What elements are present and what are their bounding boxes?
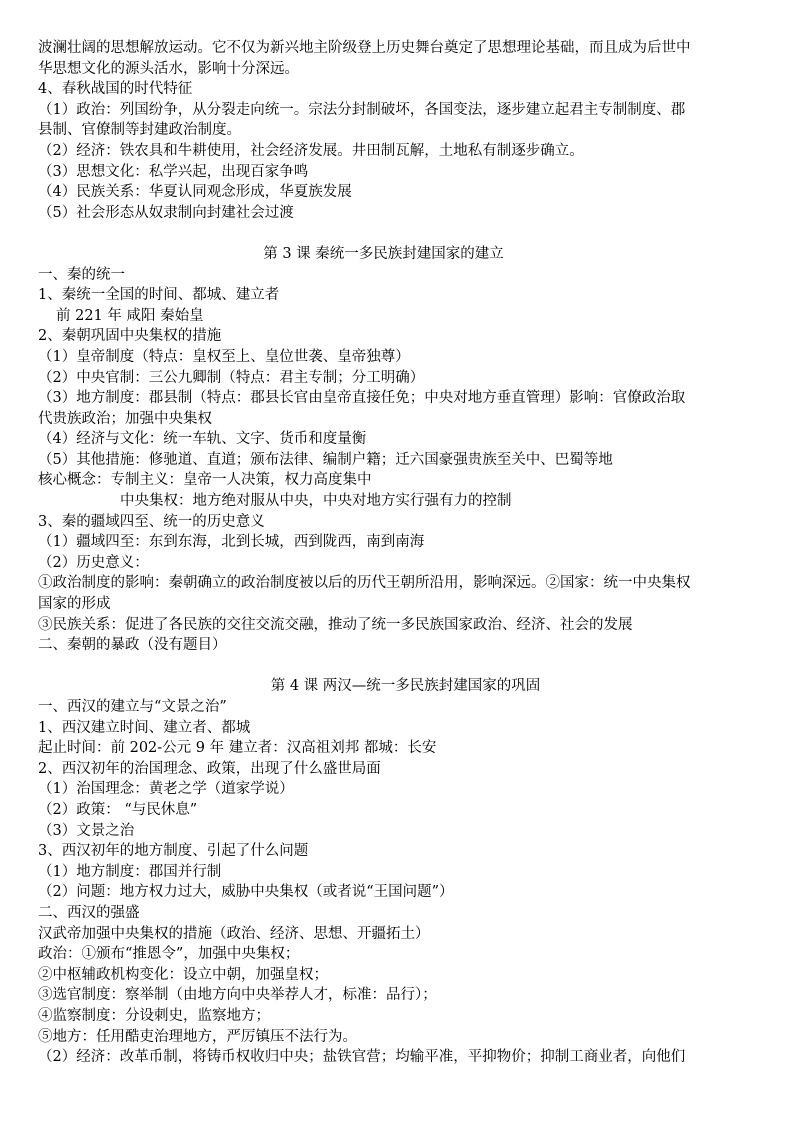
section-heading: 2、秦朝巩固中央集权的措施 (38, 328, 222, 345)
text-line: ④监察制度：分设刺史，监察地方； (38, 1007, 270, 1024)
text-line: （1）疆域四至：东到东海，北到长城，西到陇西，南到南海 (38, 534, 425, 551)
section-heading: 一、秦的统一 (38, 266, 125, 283)
text-line: （4）民族关系：华夏认同观念形成，华夏族发展 (38, 184, 352, 201)
text-line: （3）思想文化：私学兴起，出现百家争鸣 (38, 163, 309, 180)
text-line: （2）问题：地方权力过大，威胁中央集权（或者说“王国问题”） (38, 884, 454, 901)
text-line: 核心概念：专制主义：皇帝一人决策，权力高度集中 (38, 472, 372, 489)
blank-line (38, 656, 763, 677)
section-heading: 4、春秋战国的时代特征 (38, 81, 193, 98)
blank-line (38, 223, 763, 244)
text-line: （5）其他措施：修驰道、直道；颁布法律、编制户籍；迁六国豪强贵族至关中、巴蜀等地 (38, 451, 613, 468)
text-line: （3）文景之治 (38, 822, 135, 839)
section-heading: 3、西汉初年的地方制度、引起了什么问题 (38, 843, 309, 860)
text-line: （4）经济与文化：统一车轨、文字、货币和度量衡 (38, 431, 367, 448)
text-line: ②中枢辅政机构变化：设立中朝，加强皇权； (38, 966, 328, 983)
section-heading: 2、西汉初年的治国理念、政策，出现了什么盛世局面 (38, 760, 381, 777)
text-line: 前 221 年 咸阳 秦始皇 (56, 307, 204, 324)
text-line: （2）经济：铁农具和牛耕使用，社会经济发展。井田制瓦解，土地私有制逐步确立。 (38, 142, 584, 159)
text-line: ⑤地方：任用酷吏治理地方，严厉镇压不法行为。 (38, 1028, 357, 1045)
text-line: 中央集权：地方绝对服从中央，中央对地方实行强有力的控制 (120, 493, 512, 510)
text-line: 县制、官僚制等封建政治制度。 (38, 122, 241, 139)
text-line: ③民族关系：促进了各民族的交往交流交融，推动了统一多民族国家政治、经济、社会的发展 (38, 616, 633, 633)
section-heading: 二、秦朝的暴政（没有题目） (38, 637, 227, 654)
section-heading: 1、秦统一全国的时间、都城、建立者 (38, 287, 280, 304)
text-line: 代贵族政治；加强中央集权 (38, 410, 212, 427)
text-line: （5）社会形态从奴隶制向封建社会过渡 (38, 204, 294, 221)
text-line: 起止时间：前 202-公元 9 年 建立者：汉高祖刘邦 都城：长安 (38, 740, 437, 757)
section-heading: 二、西汉的强盛 (38, 904, 140, 921)
text-line: 政治：①颁布“推恩令”，加强中央集权； (38, 946, 300, 963)
document-body (38, 38, 763, 1068)
section-heading: 3、秦的疆域四至、统一的历史意义 (38, 513, 265, 530)
text-line: 国家的形成 (38, 596, 111, 613)
lesson-title: 第 4 课 两汉—统一多民族封建国家的巩固 (270, 678, 541, 695)
text-line: ①政治制度的影响：秦朝确立的政治制度被以后的历代王朝所沿用，影响深远。②国家：统一中央集权 (38, 575, 691, 592)
lesson-title: 第 3 课 秦统一多民族封建国家的建立 (263, 245, 504, 262)
section-heading: 1、西汉建立时间、建立者、都城 (38, 719, 251, 736)
text-line: （1）政治：列国纷争，从分裂走向统一。宗法分封制破坏，各国变法，逐步建立起君主专制制度、郡 (38, 101, 686, 118)
text-line: （2）政策： “与民休息” (38, 801, 198, 818)
text-line: （1）皇帝制度（特点：皇权至上、皇位世袭、皇帝独尊） (38, 348, 410, 365)
text-line: （2）经济：改革币制，将铸币权收归中央；盐铁官营；均输平准，平抑物价；抑制工商业者，向他们 (38, 1049, 686, 1066)
text-line: 汉武帝加强中央集权的措施（政治、经济、思想、开疆拓土） (38, 925, 430, 942)
text-line: ③选官制度：察举制（由地方向中央举荐人才，标准：品行）； (38, 987, 437, 1004)
text-line: 波澜壮阔的思想解放运动。它不仅为新兴地主阶级登上历史舞台奠定了思想理论基础，而且成为后世中 (38, 40, 691, 56)
text-line: 华思想文化的源头活水，影响十分深远。 (38, 60, 299, 77)
text-line: （3）地方制度：郡县制（特点：郡县长官由皇帝直接任免；中央对地方垂直管理）影响：官僚政治取 (38, 390, 686, 407)
text-line: （2）中央官制：三公九卿制（特点：君主专制；分工明确） (38, 369, 425, 386)
text-line: （1）治国理念：黄老之学（道家学说） (38, 781, 294, 798)
section-heading: 一、西汉的建立与“文景之治” (38, 699, 227, 715)
text-line: （1）地方制度：郡国并行制 (38, 863, 222, 880)
text-line: （2）历史意义： (38, 554, 149, 571)
